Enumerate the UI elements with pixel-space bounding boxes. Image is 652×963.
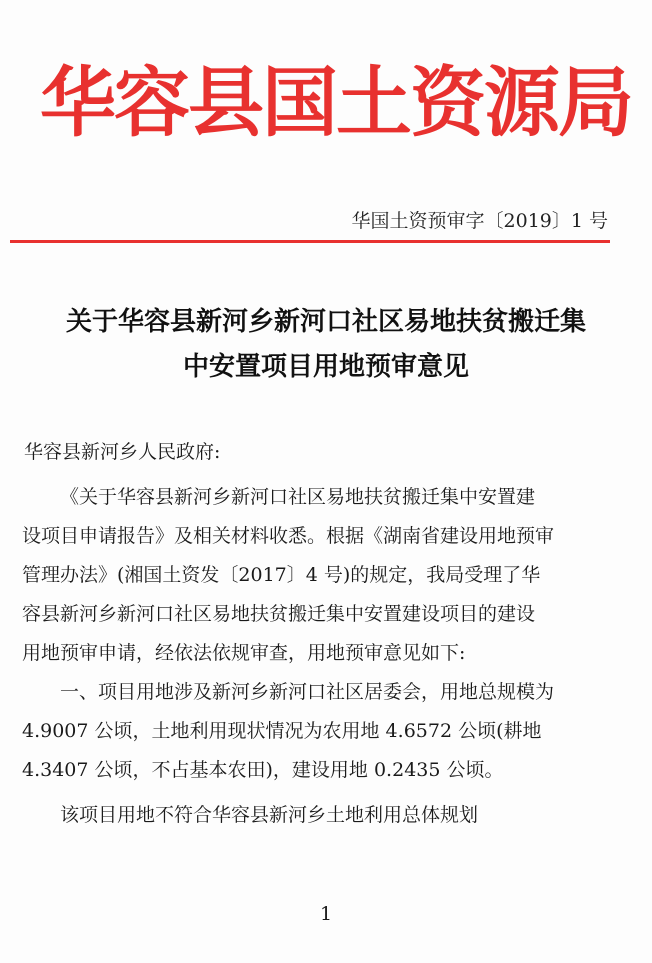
- title-line-1: 关于华容县新河乡新河口社区易地扶贫搬迁集: [65, 307, 586, 337]
- body-line: 容县新河乡新河口社区易地扶贫搬迁集中安置建设项目的建设: [22, 603, 536, 625]
- body-line: 4.3407 公顷，不占基本农田)，建设用地 0.2435 公顷。: [22, 759, 504, 781]
- body-line: 该项目用地不符合华容县新河乡土地利用总体规划: [60, 804, 479, 826]
- addressee: 华容县新河乡人民政府:: [24, 441, 221, 463]
- body-line: 设项目申请报告》及相关材料收悉。根据《湖南省建设用地预审: [22, 525, 555, 547]
- page-number: 1: [319, 903, 333, 925]
- document-title: [20, 300, 632, 390]
- title-line-2: 中安置项目用地预审意见: [182, 352, 469, 382]
- body-line: 4.9007 公顷，土地利用现状情况为农用地 4.6572 公顷(耕地: [22, 720, 542, 742]
- red-divider-line: [10, 240, 610, 243]
- body-line: 用地预审申请，经依法依规审查，用地预审意见如下:: [22, 642, 466, 664]
- body-line: 管理办法》(湘国土资发〔2017〕4 号)的规定，我局受理了华: [22, 564, 541, 586]
- body-text: [22, 478, 618, 835]
- body-line: 《关于华容县新河乡新河口社区易地扶贫搬迁集中安置建: [60, 486, 536, 508]
- document-number: 华国土资预审字〔2019〕1 号: [351, 210, 608, 232]
- body-line: 一、项目用地涉及新河乡新河口社区居委会，用地总规模为: [60, 681, 555, 703]
- letterhead-title: 华容县国土资源局: [40, 58, 632, 147]
